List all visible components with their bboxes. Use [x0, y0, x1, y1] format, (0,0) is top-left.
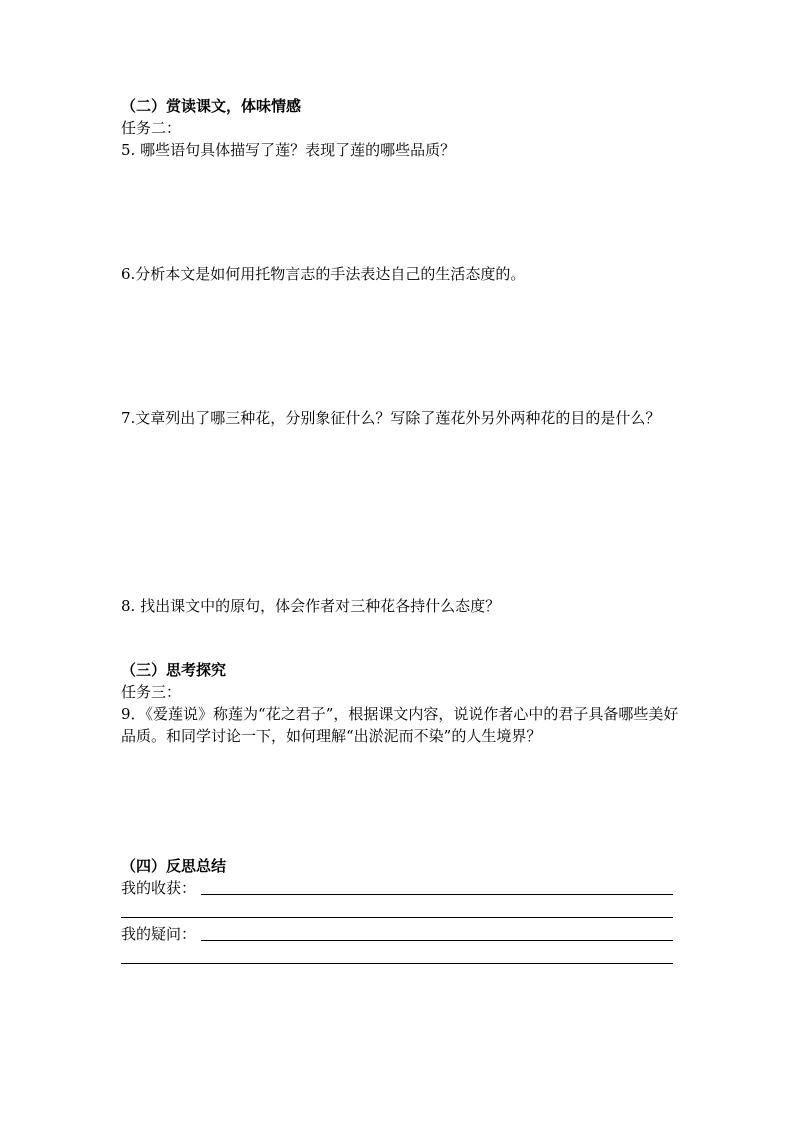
gain-answer-line[interactable]: [201, 894, 673, 895]
gain-label: 我的收获：: [121, 879, 197, 897]
question-9: 9．《爱莲说》称莲为“花之君子”，根据课文内容，说说作者心中的君子具备哪些美好品质。和同学讨论一下，如何理解“出淤泥而不染”的人生境界？: [121, 705, 679, 745]
task2-label: 任务二：: [121, 119, 182, 137]
question-answer-line-2[interactable]: [121, 963, 673, 964]
question-answer-line[interactable]: [201, 940, 673, 941]
gain-answer-line-2[interactable]: [121, 917, 673, 918]
section4-heading: （四）反思总结: [121, 857, 227, 875]
section3-heading: （三）思考探究: [121, 661, 227, 679]
question-8: 8. 找出课文中的原句，体会作者对三种花各持什么态度？: [121, 597, 501, 615]
task3-label: 任务三：: [121, 683, 182, 701]
question-5: 5. 哪些语句具体描写了莲？表现了莲的哪些品质？: [121, 141, 456, 159]
question-6: 6.分析本文是如何用托物言志的手法表达自己的生活态度的。: [121, 265, 526, 283]
section2-heading: （二）赏读课文，体味情感: [121, 97, 302, 115]
question-7: 7.文章列出了哪三种花，分别象征什么？写除了莲花外另外两种花的目的是什么？: [121, 409, 661, 427]
question-label: 我的疑问：: [121, 925, 197, 943]
